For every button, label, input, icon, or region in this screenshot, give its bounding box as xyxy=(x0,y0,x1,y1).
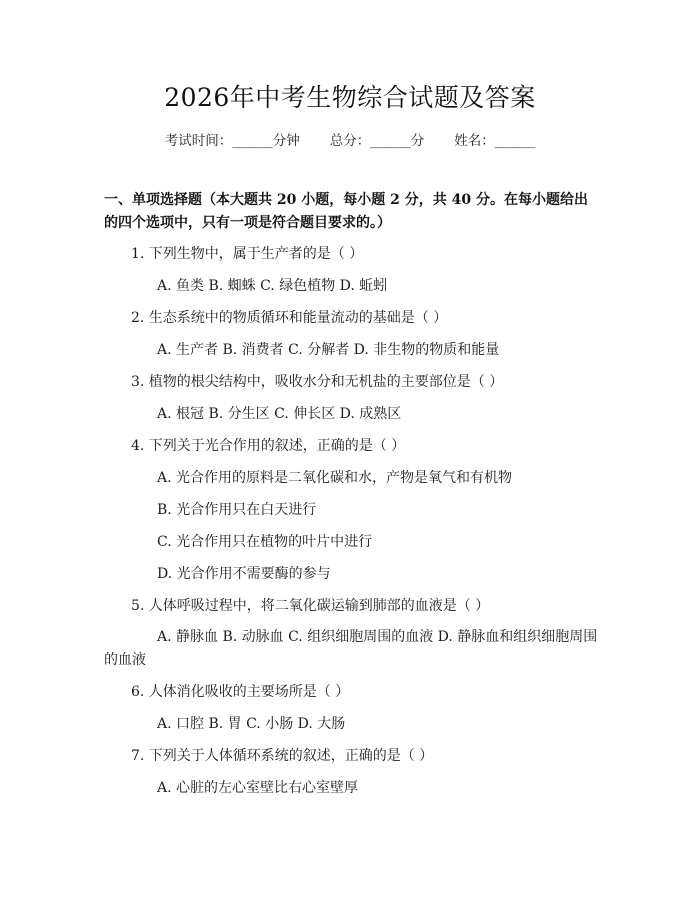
question-stem: 5. 人体呼吸过程中，将二氧化碳运输到肺部的血液是（ ） xyxy=(131,598,490,614)
option-a: A. 光合作用的原料是二氧化碳和水，产物是氧气和有机物 xyxy=(157,470,513,486)
option-a: A. 心脏的左心室壁比右心室壁厚 xyxy=(157,780,359,796)
question-options: A. 根冠 B. 分生区 C. 伸长区 D. 成熟区 xyxy=(157,406,402,422)
exam-meta xyxy=(0,131,700,151)
question-stem: 2. 生态系统中的物质循环和能量流动的基础是（ ） xyxy=(131,310,448,326)
question-options: A. 口腔 B. 胃 C. 小肠 D. 大肠 xyxy=(157,716,346,732)
question-stem: 1. 下列生物中，属于生产者的是（ ） xyxy=(131,246,364,262)
question-options: A. 鱼类 B. 蜘蛛 C. 绿色植物 D. 蚯蚓 xyxy=(157,278,388,294)
question-options: A. 静脉血 B. 动脉血 C. 组织细胞周围的血液 D. 静脉血和组织细胞周围的血液 xyxy=(104,629,598,668)
question-stem: 3. 植物的根尖结构中，吸收水分和无机盐的主要部位是（ ） xyxy=(131,374,504,390)
question-options: A. 生产者 B. 消费者 C. 分解者 D. 非生物的物质和能量 xyxy=(157,342,500,358)
exam-time-field: 考试时间：______分钟 xyxy=(164,133,300,149)
student-name-field: 姓名：______ xyxy=(454,133,536,149)
option-c: C. 光合作用只在植物的叶片中进行 xyxy=(157,534,373,550)
total-score-field: 总分：______分 xyxy=(329,133,425,149)
option-b: B. 光合作用只在白天进行 xyxy=(157,502,317,518)
question-stem: 7. 下列关于人体循环系统的叙述，正确的是（ ） xyxy=(131,748,434,764)
section-heading: 一、单项选择题（本大题共 20 小题，每小题 2 分，共 40 分。在每小题给出的四个选项中，只有一项是符合题目要求的。） xyxy=(104,192,588,231)
page-title: 2026年中考生物综合试题及答案 xyxy=(164,83,536,112)
question-stem: 4. 下列关于光合作用的叙述，正确的是（ ） xyxy=(131,438,406,454)
option-d: D. 光合作用不需要酶的参与 xyxy=(157,566,331,582)
question-stem: 6. 人体消化吸收的主要场所是（ ） xyxy=(131,684,350,700)
